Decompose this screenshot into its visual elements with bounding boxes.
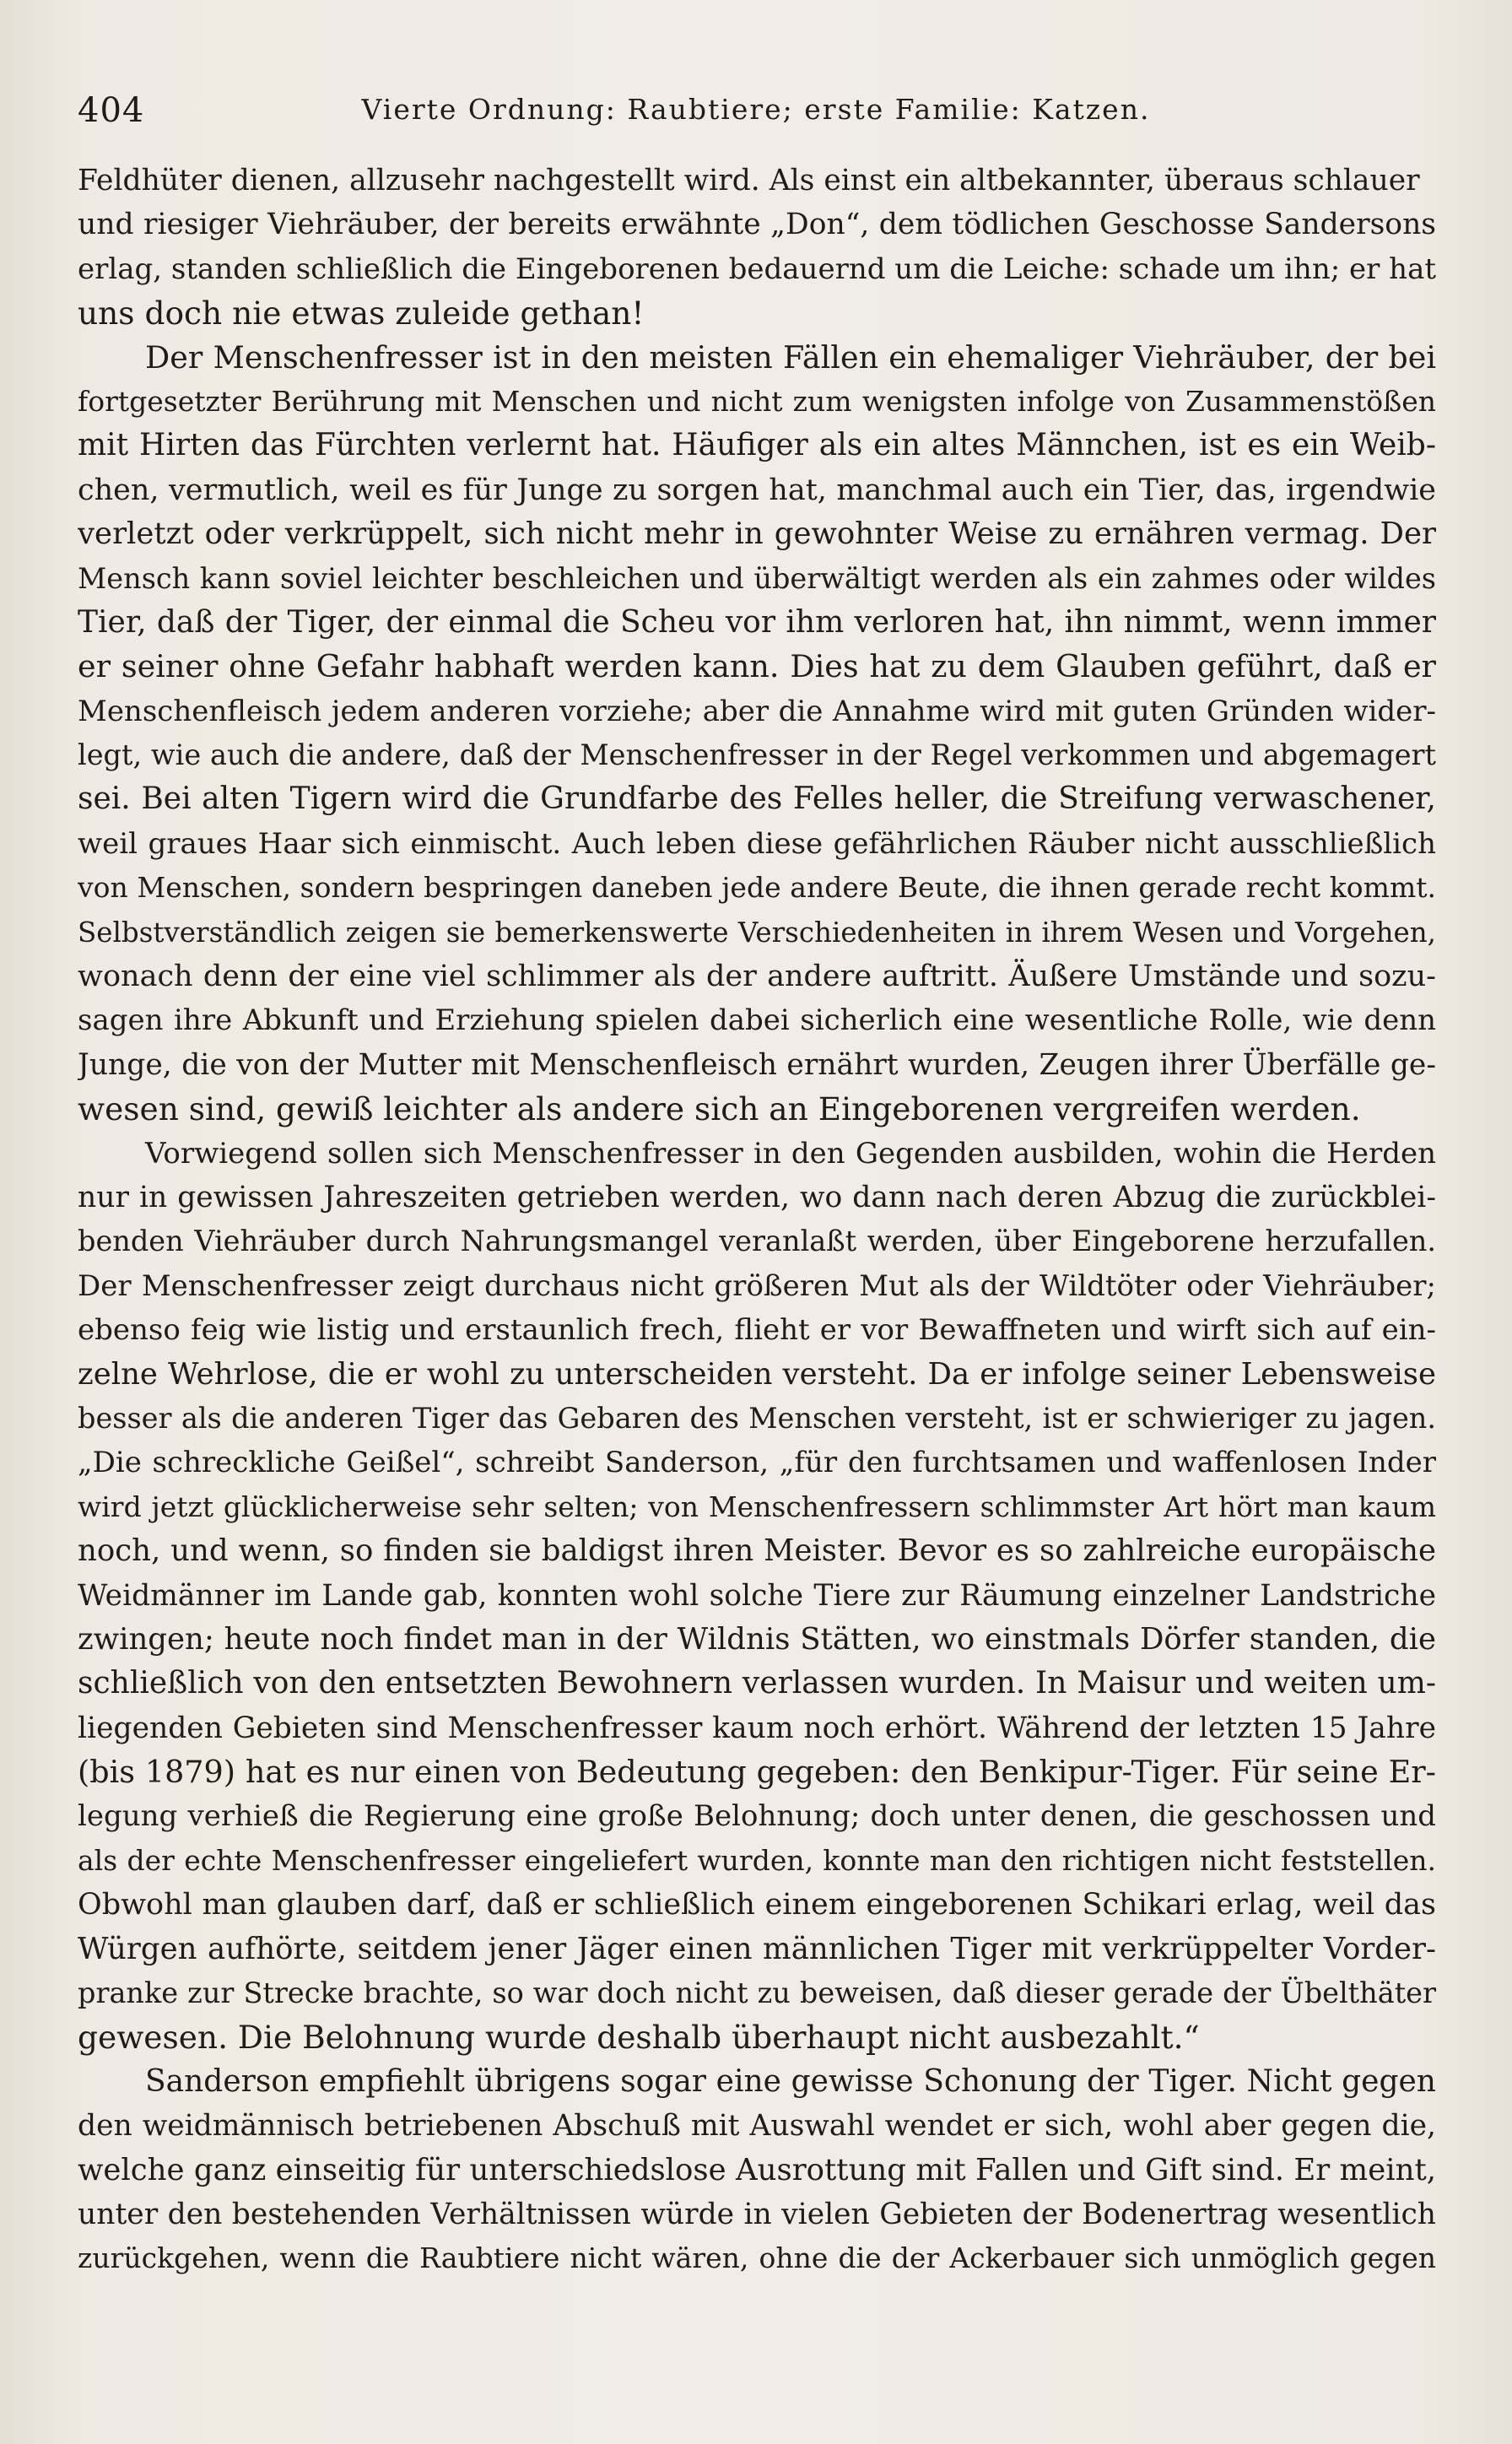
text-line: pranke zur Strecke brachte, so war doch nicht zu beweisen, daß dieser gerade der Übelthäter xyxy=(78,1976,1436,2010)
paragraph-start-line: Vorwiegend sollen sich Menschenfresser in den Gegenden ausbilden, wohin die Herden xyxy=(145,1136,1436,1171)
text-line: zurückgehen, wenn die Raubtiere nicht wären, ohne die der Ackerbauer sich unmöglich gegen xyxy=(78,2241,1436,2275)
text-line: fortgesetzter Berührung mit Menschen und nicht zum wenigsten infolge von Zusammenstößen xyxy=(78,384,1436,418)
text-line: weil graues Haar sich einmischt. Auch leben diese gefährlichen Räuber nicht ausschließlich xyxy=(78,826,1436,861)
text-line: (bis 1879) hat es nur einen von Bedeutung gegeben: den Benkipur-Tiger. Für seine Er- xyxy=(78,1754,1436,1791)
text-line: besser als die anderen Tiger das Gebaren des Menschen versteht, ist er schwieriger zu jagen. xyxy=(78,1401,1436,1435)
text-line: Feldhüter dienen, allzusehr nachgestellt wird. Als einst ein altbekannter, überaus schlauer xyxy=(78,164,1420,197)
text-line: „Die schreckliche Geißel“, schreibt Sanderson, „für den furchtsamen und waffenlosen Inder xyxy=(78,1446,1436,1480)
text-line: zelne Wehrlose, die er wohl zu unterscheiden versteht. Da er infolge seiner Lebensweise xyxy=(78,1356,1436,1392)
text-line: verletzt oder verkrüppelt, sich nicht mehr in gewohnter Weise zu ernähren vermag. Der xyxy=(78,516,1436,552)
text-line: als der echte Menschenfresser eingeliefert wurden, konnte man den richtigen nicht feststellen. xyxy=(78,1843,1436,1877)
text-line: Obwohl man glauben darf, daß er schließlich einem eingeborenen Schikari erlag, weil das xyxy=(78,1888,1436,1922)
text-line: den weidmännisch betriebenen Abschuß mit Auswahl wendet er sich, wohl aber gegen die, xyxy=(78,2109,1436,2144)
text-line: Junge, die von der Mutter mit Menschenfleisch ernährt wurden, Zeugen ihrer Überfälle ge- xyxy=(78,1047,1436,1082)
text-line: chen, vermutlich, weil es für Junge zu sorgen hat, manchmal auch ein Tier, das, irgendwie xyxy=(78,473,1436,507)
text-line: ebenso feig wie listig und erstaunlich frech, flieht er vor Bewaffneten und wirft sich auf ein- xyxy=(78,1313,1436,1348)
text-line: erlag, standen schließlich die Eingeborenen bedauernd um die Leiche: schade um ihn; er hat xyxy=(78,251,1436,286)
text-line: Würgen aufhörte, seitdem jener Jäger einen männlichen Tiger mit verkrüppelter Vorder- xyxy=(78,1931,1436,1966)
paragraph-end-line: uns doch nie etwas zuleide gethan! xyxy=(78,295,645,333)
text-line: benden Viehräuber durch Nahrungsmangel veranlaßt werden, über Eingeborene herzufallen. xyxy=(78,1225,1436,1258)
page-header xyxy=(78,84,1434,135)
body-text xyxy=(78,159,1436,2281)
text-line: nur in gewissen Jahreszeiten getrieben werden, wo dann nach deren Abzug die zurückblei- xyxy=(78,1180,1436,1214)
paragraph-end-line: gewesen. Die Belohnung wurde deshalb überhaupt nicht ausbezahlt.“ xyxy=(78,2019,1200,2057)
text-line: legung verhieß die Regierung eine große Belohnung; doch unter denen, die geschossen und xyxy=(78,1799,1436,1834)
text-line: Menschenfleisch jedem anderen vorziehe; aber die Annahme wird mit guten Gründen wider- xyxy=(78,694,1436,728)
page-number: 404 xyxy=(78,91,145,130)
text-line: sagen ihre Abkunft und Erziehung spielen dabei sicherlich eine wesentliche Rolle, wie denn xyxy=(78,1003,1436,1038)
text-line: legt, wie auch die andere, daß der Menschenfresser in der Regel verkommen und abgemagert xyxy=(78,738,1436,772)
text-line: Weidmänner im Lande gab, konnten wohl solche Tiere zur Räumung einzelner Landstriche xyxy=(78,1578,1436,1613)
text-line: Mensch kann soviel leichter beschleichen und überwältigt werden als ein zahmes oder wildes xyxy=(78,561,1436,595)
text-line: wonach denn der eine viel schlimmer als der andere auftritt. Äußere Umstände und sozu- xyxy=(78,960,1436,994)
text-line: mit Hirten das Fürchten verlernt hat. Häufiger als ein altes Männchen, ist es ein Weib- xyxy=(78,428,1436,463)
text-line: Selbstverständlich zeigen sie bemerkenswerte Verschiedenheiten in ihrem Wesen und Vorgehen, xyxy=(78,916,1436,949)
text-line: welche ganz einseitig für unterschiedslose Ausrottung mit Fallen und Gift sind. Er meint, xyxy=(78,2152,1436,2187)
text-line: liegenden Gebieten sind Menschenfresser kaum noch erhört. Während der letzten 15 Jahre xyxy=(78,1711,1436,1745)
text-line: schließlich von den entsetzten Bewohnern verlassen wurden. In Maisur und weiten um- xyxy=(78,1666,1436,1701)
text-line: sei. Bei alten Tigern wird die Grundfarbe des Felles heller, die Streifung verwaschener, xyxy=(78,781,1436,817)
paragraph-end-line: wesen sind, gewiß leichter als andere sich an Eingeborenen vergreifen werden. xyxy=(78,1090,1361,1128)
text-line: unter den bestehenden Verhältnissen würde in vielen Gebieten der Bodenertrag wesentlich xyxy=(78,2197,1436,2231)
text-line: Der Menschenfresser zeigt durchaus nicht größeren Mut als der Wildtöter oder Viehräuber; xyxy=(78,1268,1436,1303)
text-line: noch, und wenn, so finden sie baldigst ihren Meister. Bevor es so zahlreiche europäische xyxy=(78,1533,1436,1569)
paragraph-start-line: Sanderson empfiehlt übrigens sogar eine gewisse Schonung der Tiger. Nicht gegen xyxy=(145,2063,1436,2099)
text-line: er seiner ohne Gefahr habhaft werden kann. Dies hat zu dem Glauben geführt, daß er xyxy=(78,648,1436,685)
paragraph-start-line: Der Menschenfresser ist in den meisten Fällen ein ehemaliger Viehräuber, der bei xyxy=(145,338,1436,376)
text-line: zwingen; heute noch findet man in der Wildnis Stätten, wo einstmals Dörfer standen, die xyxy=(78,1621,1436,1657)
running-title: Vierte Ordnung: Raubtiere; erste Familie: Katzen. xyxy=(361,93,1151,126)
text-line: wird jetzt glücklicherweise sehr selten; von Menschenfressern schlimmster Art hört man kaum xyxy=(78,1490,1436,1523)
text-line: Tier, daß der Tiger, der einmal die Scheu vor ihm verloren hat, ihn nimmt, wenn immer xyxy=(78,604,1436,640)
text-line: von Menschen, sondern bespringen daneben jede andere Beute, die ihnen gerade recht kommt. xyxy=(78,871,1436,905)
text-line: und riesiger Viehräuber, der bereits erwähnte „Don“, dem tödlichen Geschosse Sandersons xyxy=(78,208,1436,242)
